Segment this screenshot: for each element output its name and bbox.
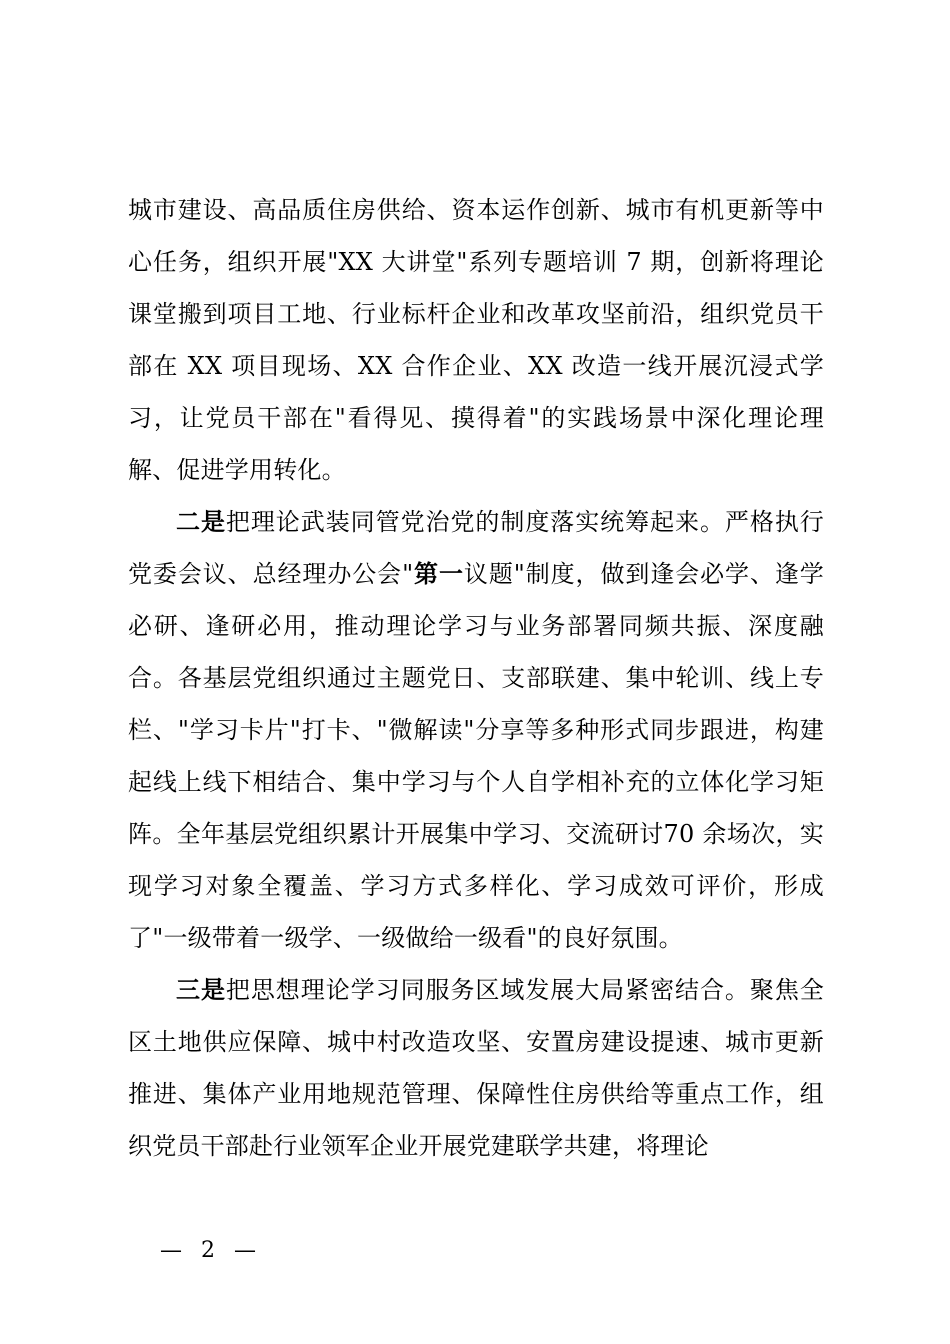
paragraph-2-bold-inline: 第一 xyxy=(413,559,464,588)
document-body xyxy=(128,184,824,1172)
paragraph-2-lead: 二是 xyxy=(176,507,226,536)
paragraph-1 xyxy=(128,184,824,496)
paragraph-2 xyxy=(128,496,824,964)
page-number: — 2 — xyxy=(160,1238,262,1263)
paragraph-2-text: 议题"制度，做到逢会必学、逢学必研、逢研必用，推动理论学习与业务部署同频共振、深度融合。各基层党组织通过主题党日、支部联建、集中轮训、线上专栏、"学习卡片"打卡、"微解读"分享等多种形式同步跟进，构建起线上线下相结合、集中学习与个人自学相补充的立体化学习矩阵。全年基层党组织累计开展集中学习、交流研讨70 余场次，实现学习对象全覆盖、学习方式多样化、学习成效可评价，形成了"一级带着一级学、一级做给一级看"的良好氛围。 xyxy=(128,560,824,952)
paragraph-3 xyxy=(128,964,824,1172)
paragraph-2-pre: 把理论武装同管党治党的制度落实统筹起来。严格执行党委会议、总经理办公会" xyxy=(128,508,824,588)
paragraph-3-lead: 三是 xyxy=(176,975,226,1004)
paragraph-1-text: 城市建设、高品质住房供给、资本运作创新、城市有机更新等中心任务，组织开展"XX 大讲堂"系列专题培训 7 期，创新将理论课堂搬到项目工地、行业标杆企业和改革攻坚前沿，组织党员干部在 XX 项目现场、XX 合作企业、XX 改造一线开展沉浸式学习，让党员干部在"看得见、摸得着"的实践场景中深化理论理解、促进学用转化。 xyxy=(128,196,824,484)
paragraph-3-text: 把思想理论学习同服务区域发展大局紧密结合。聚焦全区土地供应保障、城中村改造攻坚、安置房建设提速、城市更新推进、集体产业用地规范管理、保障性住房供给等重点工作，组织党员干部赴行业领军企业开展党建联学共建，将理论 xyxy=(128,976,824,1160)
